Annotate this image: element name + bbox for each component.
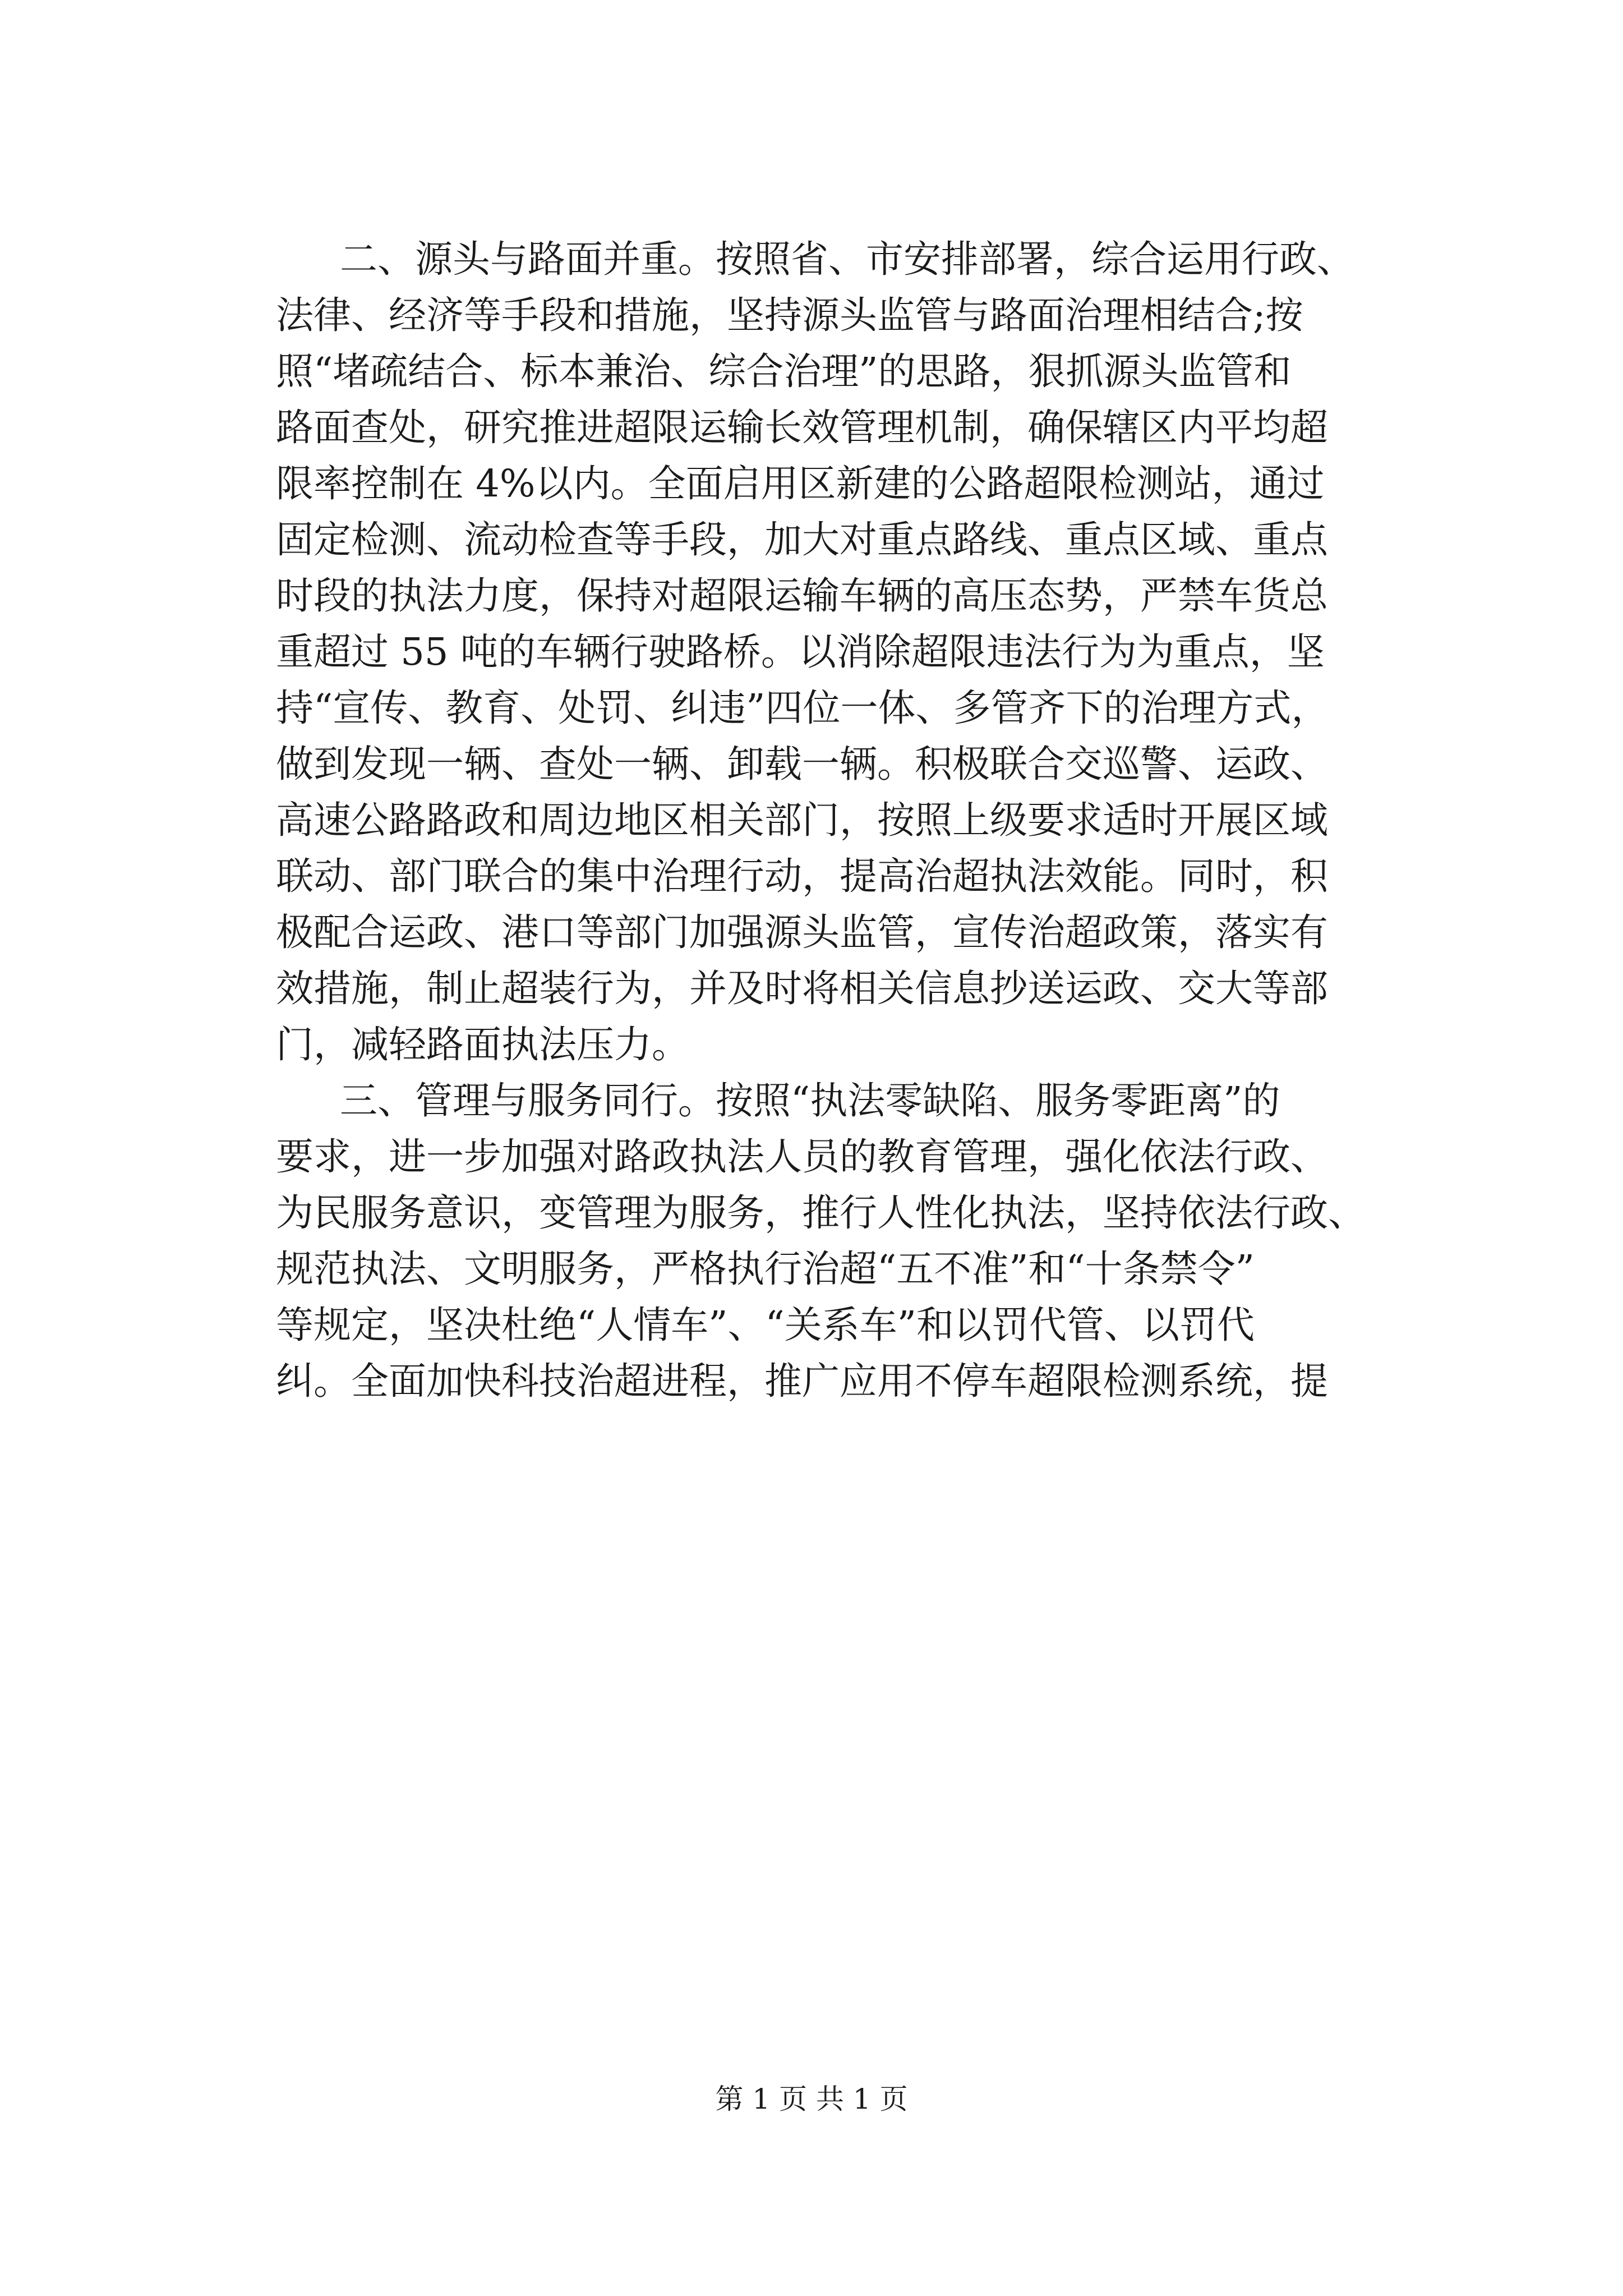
text-line: 三、管理与服务同行。按照“执法零缺陷、服务零距离”的 [340,1079,1280,1122]
text-line: 照“堵疏结合、标本兼治、综合治理”的思路，狠抓源头监管和 [276,349,1292,393]
text-line: 要求，进一步加强对路政执法人员的教育管理，强化依法行政、 [276,1135,1328,1179]
text-line: 路面查处，研究推进超限运输长效管理机制，确保辖区内平均超 [276,406,1328,449]
page-number-footer: 第 1 页 共 1 页 [715,2083,908,2115]
paragraph-2 [276,234,1370,1069]
text-line: 效措施，制止超装行为，并及时将相关信息抄送运政、交大等部 [276,967,1328,1010]
text-line: 规范执法、文明服务，严格执行治超“五不准”和“十条禁令” [276,1247,1255,1291]
text-line: 为民服务意识，变管理为服务，推行人性化执法，坚持依法行政、 [276,1191,1366,1235]
text-line: 联动、部门联合的集中治理行动，提高治超执法效能。同时，积 [276,854,1328,898]
text-line: 法律、经济等手段和措施，坚持源头监管与路面治理相结合;按 [276,293,1303,337]
document-body [276,234,1370,1412]
text-line: 重超过 55 吨的车辆行驶路桥。以消除超限违法行为为重点，坚 [276,630,1325,674]
text-line: 门，减轻路面执法压力。 [276,1023,689,1066]
text-line: 限率控制在 4%以内。全面启用区新建的公路超限检测站，通过 [276,462,1325,505]
text-line: 极配合运政、港口等部门加强源头监管，宣传治超政策，落实有 [276,910,1328,954]
text-line: 高速公路路政和周边地区相关部门，按照上级要求适时开展区域 [276,798,1328,842]
text-line: 做到发现一辆、查处一辆、卸载一辆。积极联合交巡警、运政、 [276,742,1328,786]
paragraph-3 [276,1076,1370,1406]
text-line: 固定检测、流动检查等手段，加大对重点路线、重点区域、重点 [276,518,1328,562]
text-line: 纠。全面加快科技治超进程，推广应用不停车超限检测系统，提 [276,1359,1328,1403]
text-line: 时段的执法力度，保持对超限运输车辆的高压态势，严禁车货总 [276,574,1328,618]
text-line: 二、源头与路面并重。按照省、市安排部署，综合运用行政、 [340,237,1354,281]
text-line: 持“宣传、教育、处罚、纠违”四位一体、多管齐下的治理方式， [276,686,1329,730]
text-line: 等规定，坚决杜绝“人情车”、“关系车”和以罚代管、以罚代 [276,1303,1255,1347]
